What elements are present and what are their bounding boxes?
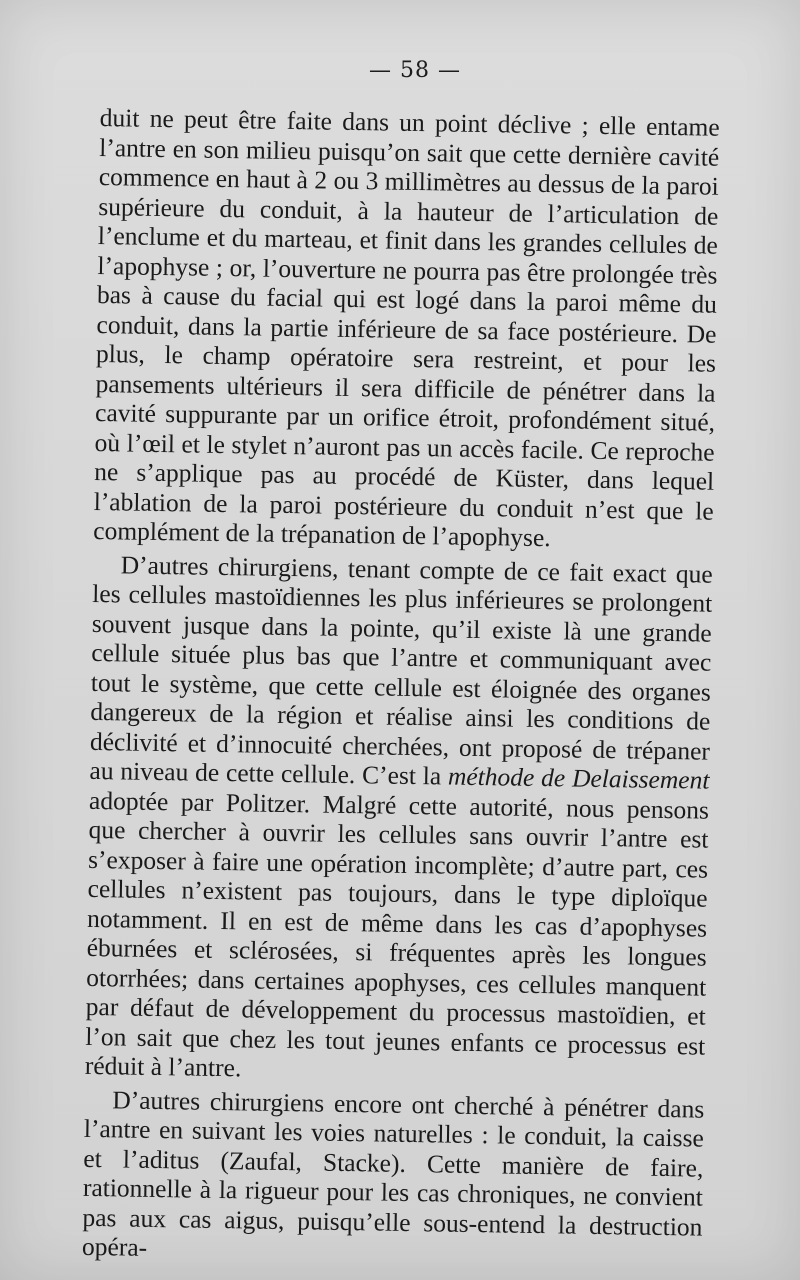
page-number: — 58 — (369, 58, 461, 83)
text-run: D’autres chirurgiens encore ont cherché à pénétrer dans l’antre en suivant les voies naturelles : le conduit, la caisse et l’aditus (Zaufal, Stacke). Cette manière de faire, rationnelle à la rigueur pour les cas chroniques, ne convient pas aux cas aigus, puisqu’elle sous-entend la destruction opéra- (81, 1084, 705, 1262)
text-run: duit ne peut être faite dans un point déclive ; elle entame l’antre en son milieu puisqu’on sait que cette dernière cavité commence en haut à 2 ou 3 millimètres au dessus de la paroi supérieure du conduit, à la hauteur de l’articulation de l’enclume et du marteau, et finit dans les grandes cellules de l’apophyse ; or, l’ouverture ne pourra pas être prolongée très bas à cause du facial qui est logé dans la paroi même du conduit, dans la partie inférieure de sa face postérieure. De plus, le champ opératoire sera restreint, et pour les pansements ultérieurs il sera difficile de pénétrer dans la cavité suppurante par un orifice étroit, profondément situé, où l’œil et le stylet n’auront pas un accès facile. Ce reproche ne s’applique pas au procédé de Küster, dans lequel l’ablation de la paroi postérieure du conduit n’est que le complément de la trépanation de l’apophyse. (93, 103, 720, 553)
paragraph (93, 103, 720, 555)
body-text (82, 103, 720, 1271)
paragraph (82, 1084, 705, 1271)
text-run: adoptée par Politzer. Malgré cette autorité, nous pensons que chercher à ouvrir les cellules sans ouvrir l’antre est s’exposer à faire une opération incomplète; d’autre part, ces cellules n’existent pas toujours, dans le type diploïque notamment. Il en est de même dans les cas d’apophyses éburnées et sclérosées, si fréquentes après les longues otorrhées; dans certaines apophyses, ces cellules manquent par défaut de développement du processus mastoïdien, et l’on sait que chez les tout jeunes enfants ce processus est réduit à l’antre. (84, 785, 710, 1083)
text-run: D’autres chirurgiens, tenant compte de ce fait exact que les cellules mastoïdiennes les plus inférieures se prolongent souvent jusque dans la pointe, qu’il existe là une grande cellule située plus bas que l’antre et communiquant avec tout le système, que cette cellule est éloignée des organes dangereux de la région et réalise ainsi les conditions de déclivité et d’innocuité cherchées, ont proposé de trépaner au niveau de cette cellule. C’est la (89, 549, 713, 791)
paragraph (85, 549, 713, 1090)
italic-method-name: méthode de Delaissement (447, 761, 710, 795)
